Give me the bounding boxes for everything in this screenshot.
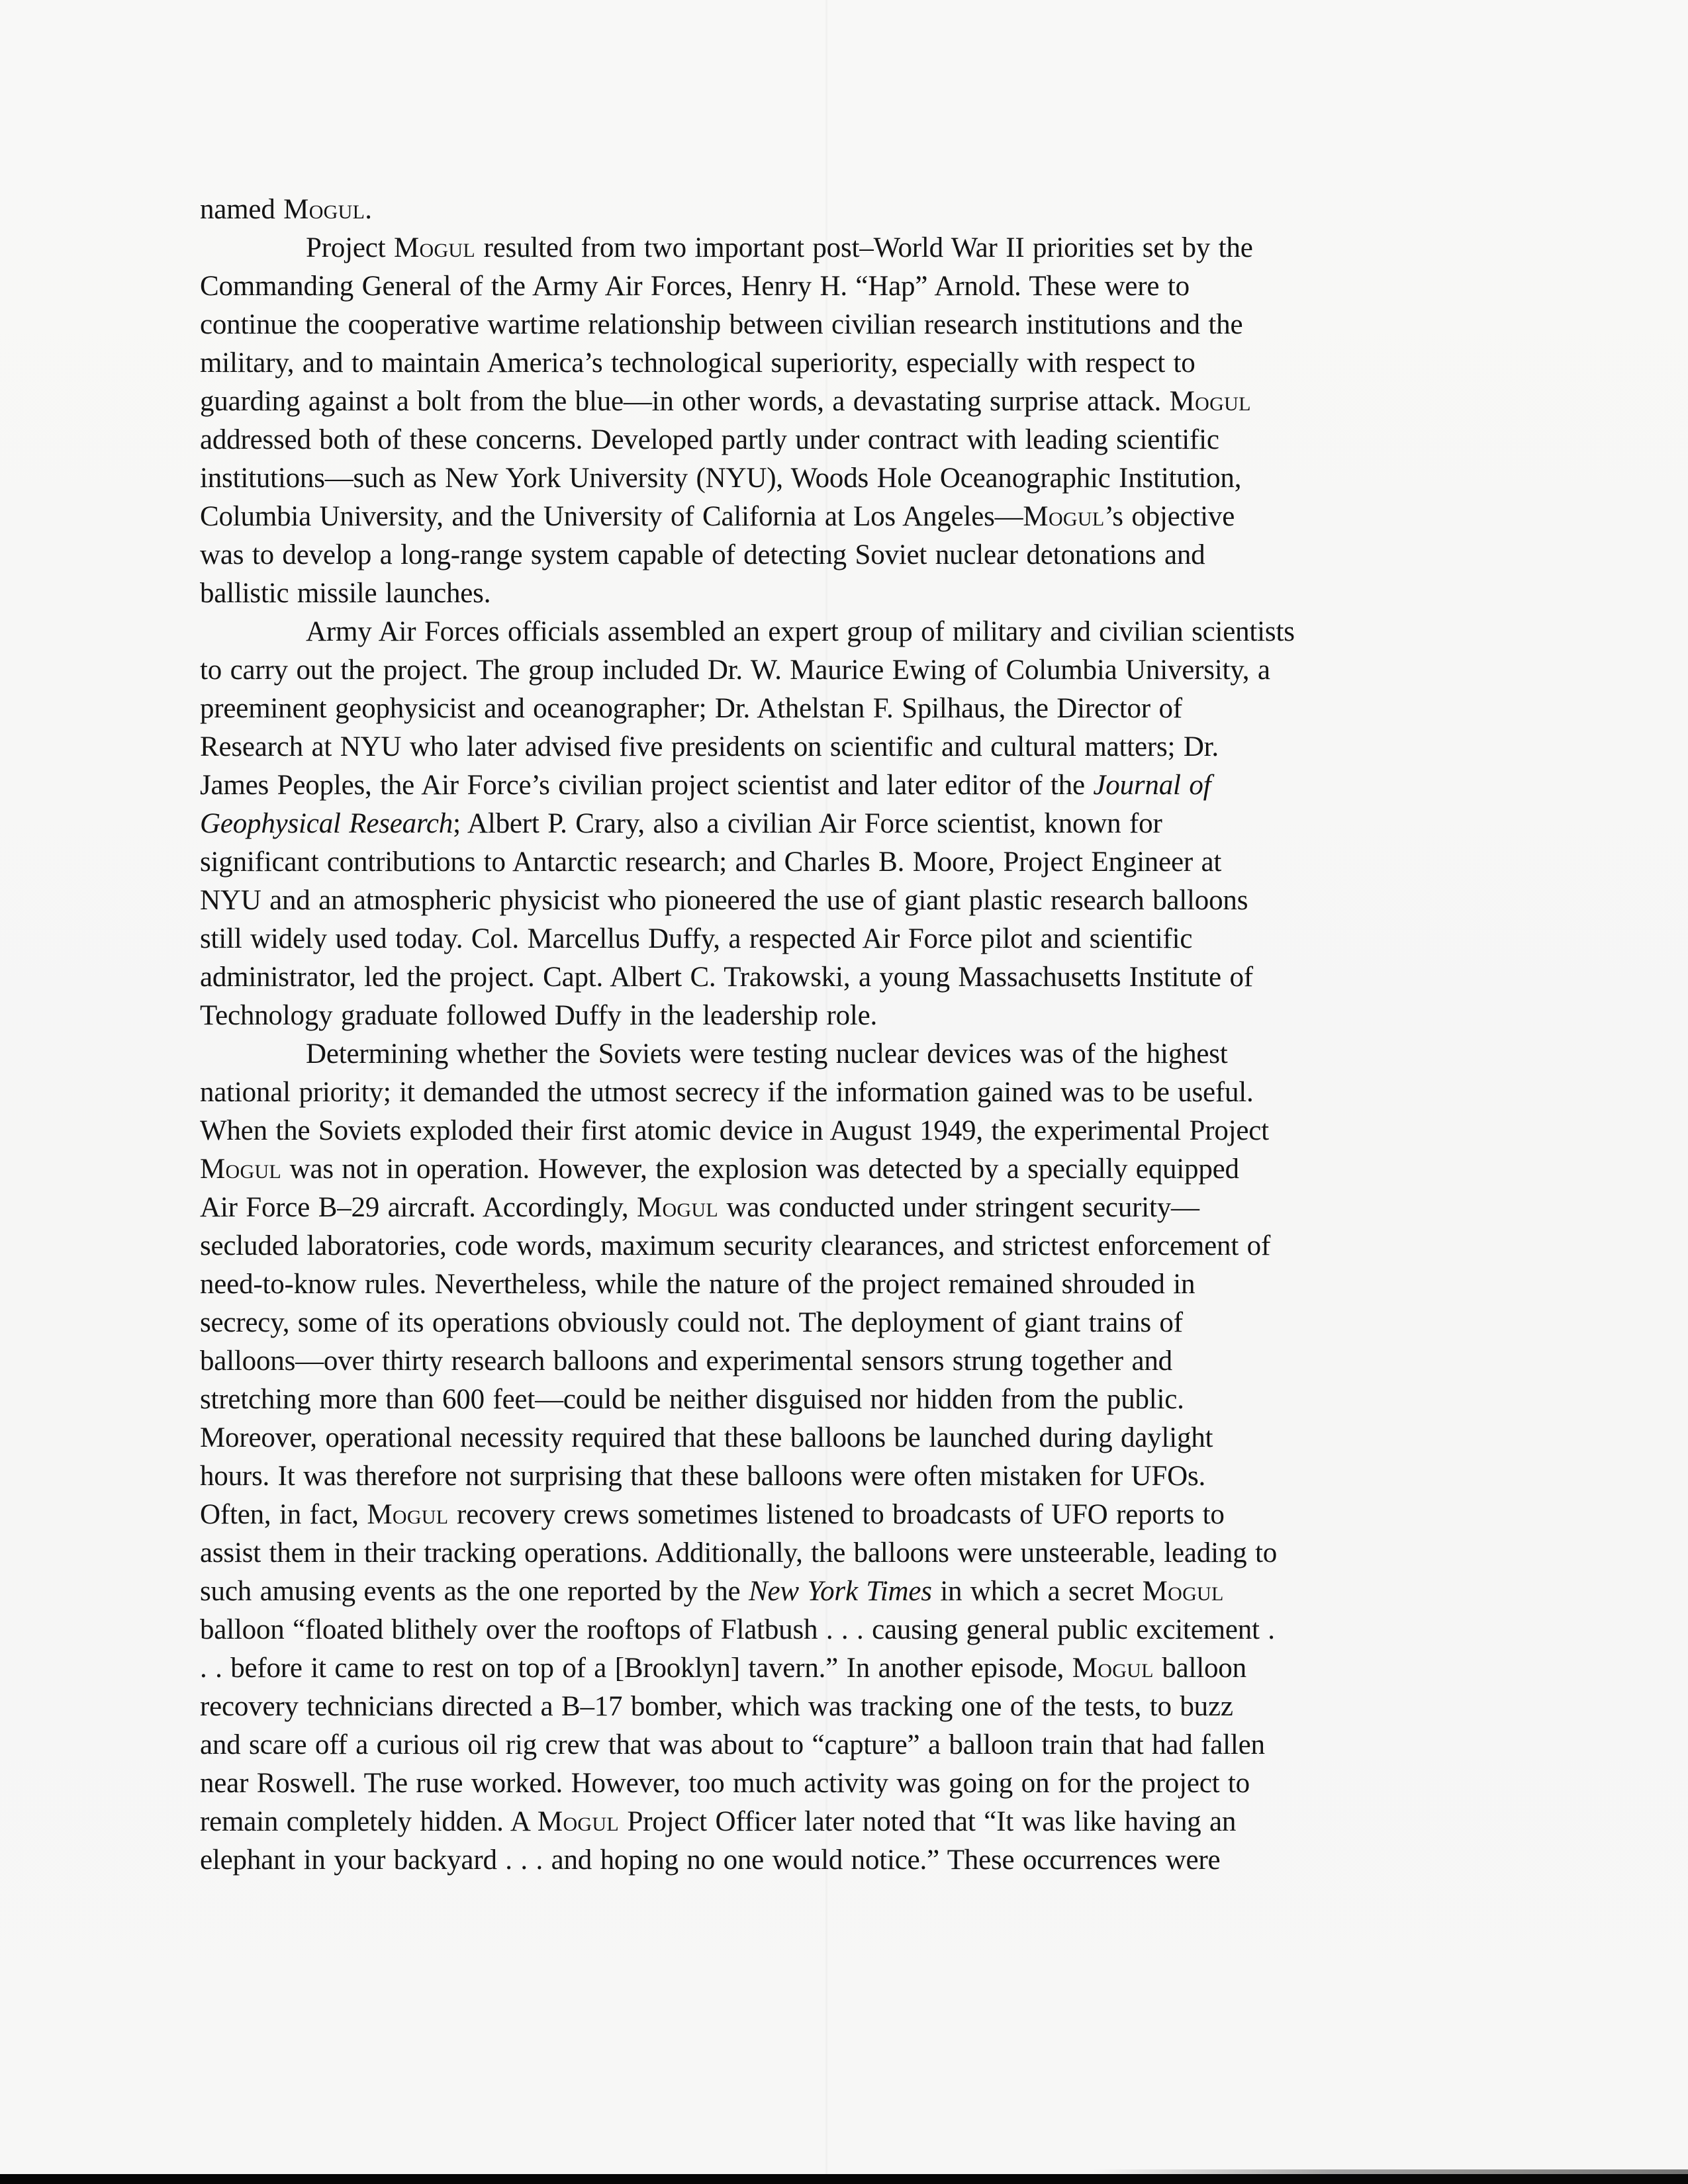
text-line (200, 1342, 1507, 1381)
text-line (200, 1611, 1507, 1649)
body-text: was conducted under stringent security— (718, 1192, 1199, 1223)
text-line (200, 1073, 1507, 1112)
body-text: balloons—over thirty research balloons and experimental sensors strung together and (200, 1345, 1172, 1377)
body-text: ballistic missile launches. (200, 578, 491, 609)
text-line (200, 1803, 1507, 1841)
smallcaps-text: Mogul (1072, 1653, 1154, 1684)
text-line (200, 1649, 1507, 1688)
text-line (200, 1112, 1507, 1150)
text-line (200, 1457, 1507, 1496)
body-text: secrecy, some of its operations obviously could not. The deployment of giant trains of (200, 1307, 1183, 1338)
body-text: Project Officer later noted that “It was like having an (618, 1806, 1237, 1837)
body-text: named (200, 194, 284, 225)
text-line (200, 574, 1507, 613)
body-text: was to develop a long-range system capable of detecting Soviet nuclear detonations and (200, 539, 1205, 570)
body-text: remain completely hidden. A (200, 1806, 538, 1837)
text-line (200, 229, 1507, 267)
body-text: guarding against a bolt from the blue—in other words, a devastating surprise attack. (200, 386, 1170, 417)
body-text: such amusing events as the one reported by the (200, 1576, 749, 1607)
body-text: balloon (1153, 1653, 1246, 1684)
smallcaps-text: Mogul (537, 1806, 619, 1837)
body-text: still widely used today. Col. Marcellus Duffy, a respected Air Force pilot and scientific (200, 923, 1193, 954)
italic-text: Journal of (1093, 770, 1211, 801)
smallcaps-text: Mogul (393, 232, 476, 263)
body-text: NYU and an atmospheric physicist who pioneered the use of giant plastic research balloons (200, 885, 1248, 916)
body-text: elephant in your backyard . . . and hoping no one would notice.” These occurrences were (200, 1844, 1221, 1876)
smallcaps-text: Mogul (1142, 1576, 1224, 1607)
text-line (200, 498, 1507, 536)
body-text: and scare off a curious oil rig crew that was about to “capture” a balloon train that had fallen (200, 1729, 1265, 1760)
text-line (200, 1534, 1507, 1572)
text-line (200, 1265, 1507, 1304)
italic-text: Geophysical Research (200, 808, 453, 839)
body-text: Commanding General of the Army Air Forces, Henry H. “Hap” Arnold. These were to (200, 271, 1190, 302)
text-line (200, 1764, 1507, 1803)
body-text: hours. It was therefore not surprising that these balloons were often mistaken for UFOs. (200, 1461, 1206, 1492)
smallcaps-text: Mogul (1169, 386, 1251, 417)
body-text: to carry out the project. The group included Dr. W. Maurice Ewing of Columbia University, a (200, 655, 1270, 686)
body-text: near Roswell. The ruse worked. However, too much activity was going on for the project to (200, 1768, 1250, 1799)
body-text: administrator, led the project. Capt. Albert C. Trakowski, a young Massachusetts Institute of (200, 962, 1253, 993)
text-line (200, 613, 1507, 651)
text-line (200, 805, 1507, 843)
smallcaps-text: Mogul (1023, 501, 1105, 532)
body-text: need-to-know rules. Nevertheless, while the nature of the project remained shrouded in (200, 1269, 1196, 1300)
body-text: Columbia University, and the University of California at Los Angeles— (200, 501, 1023, 532)
italic-text: New York Times (748, 1576, 932, 1607)
text-line (200, 191, 1507, 229)
body-text: in which a secret (931, 1576, 1143, 1607)
body-text: resulted from two important post–World War II priorities set by the (475, 232, 1253, 263)
text-line (200, 1726, 1507, 1764)
text-line (200, 1419, 1507, 1457)
body-text: James Peoples, the Air Force’s civilian project scientist and later editor of the (200, 770, 1094, 801)
body-text: recovery technicians directed a B–17 bomber, which was tracking one of the tests, to buzz (200, 1691, 1233, 1722)
smallcaps-text: Mogul (283, 194, 365, 225)
body-text: . . before it came to rest on top of a [Brooklyn] tavern.” In another episode, (200, 1653, 1072, 1684)
smallcaps-text: Mogul (200, 1154, 282, 1185)
text-line (200, 344, 1507, 383)
body-text: ; Albert P. Crary, also a civilian Air Force scientist, known for (453, 808, 1162, 839)
text-line (200, 766, 1507, 805)
text-line (200, 1841, 1507, 1880)
body-text: Technology graduate followed Duffy in the leadership role. (200, 1000, 878, 1031)
body-text: Air Force B–29 aircraft. Accordingly, (200, 1192, 637, 1223)
body-text: military, and to maintain America’s technological superiority, especially with respect to (200, 347, 1196, 379)
text-line (200, 997, 1507, 1035)
text-line (200, 882, 1507, 920)
text-line (200, 1572, 1507, 1611)
body-text: Project (306, 232, 394, 263)
text-line (200, 1688, 1507, 1726)
body-text: addressed both of these concerns. Developed partly under contract with leading scientific (200, 424, 1219, 455)
body-text: assist them in their tracking operations. Additionally, the balloons were unsteerable, leading to (200, 1537, 1278, 1569)
text-line (200, 421, 1507, 459)
body-text: Research at NYU who later advised five presidents on scientific and cultural matters; Dr. (200, 731, 1219, 762)
body-text: Often, in fact, (200, 1499, 367, 1530)
text-line (200, 383, 1507, 421)
text-line (200, 1227, 1507, 1265)
text-line (200, 1189, 1507, 1227)
smallcaps-text: Mogul (636, 1192, 718, 1223)
body-text: continue the cooperative wartime relationship between civilian research institutions and the (200, 309, 1243, 340)
body-text: secluded laboratories, code words, maximum security clearances, and strictest enforcement of (200, 1230, 1271, 1261)
text-line (200, 1381, 1507, 1419)
body-text: stretching more than 600 feet—could be neither disguised nor hidden from the public. (200, 1384, 1184, 1415)
text-line (200, 651, 1507, 690)
body-text: . (365, 194, 372, 225)
text-line (200, 843, 1507, 882)
text-line (200, 920, 1507, 958)
body-text: Army Air Forces officials assembled an expert group of military and civilian scientists (306, 616, 1295, 647)
text-line (200, 459, 1507, 498)
body-text: When the Soviets exploded their first atomic device in August 1949, the experimental Project (200, 1115, 1269, 1146)
body-text: preeminent geophysicist and oceanographer; Dr. Athelstan F. Spilhaus, the Director of (200, 693, 1182, 724)
body-text: Moreover, operational necessity required that these balloons be launched during daylight (200, 1422, 1213, 1453)
text-line (200, 1304, 1507, 1342)
smallcaps-text: Mogul (367, 1499, 449, 1530)
body-text: Determining whether the Soviets were testing nuclear devices was of the highest (306, 1038, 1228, 1069)
body-text: significant contributions to Antarctic research; and Charles B. Moore, Project Engineer at (200, 846, 1222, 878)
text-block (200, 191, 1507, 1880)
body-text: ’s objective (1104, 501, 1235, 532)
body-text: was not in operation. However, the explosion was detected by a specially equipped (281, 1154, 1239, 1185)
text-line (200, 1035, 1507, 1073)
text-line (200, 690, 1507, 728)
scan-bottom-bar (0, 2174, 1688, 2184)
text-line (200, 536, 1507, 574)
body-text: recovery crews sometimes listened to broadcasts of UFO reports to (448, 1499, 1225, 1530)
text-line (200, 728, 1507, 766)
body-text: national priority; it demanded the utmost secrecy if the information gained was to be useful. (200, 1077, 1254, 1108)
body-text: institutions—such as New York University (NYU), Woods Hole Oceanographic Institution, (200, 463, 1242, 494)
text-line (200, 958, 1507, 997)
text-line (200, 267, 1507, 306)
body-text: balloon “floated blithely over the rooftops of Flatbush . . . causing general public excitement . (200, 1614, 1275, 1645)
text-line (200, 306, 1507, 344)
text-line (200, 1150, 1507, 1189)
text-line (200, 1496, 1507, 1534)
